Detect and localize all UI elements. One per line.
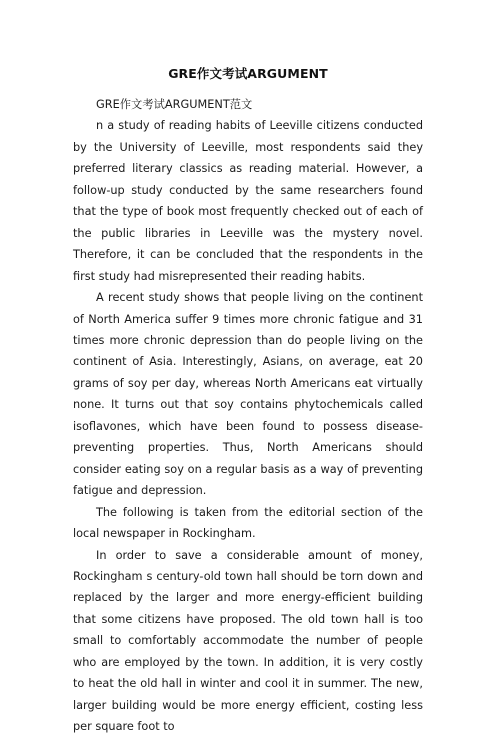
document-title: GRE作文考试ARGUMENT bbox=[168, 66, 328, 81]
paragraph: n a study of reading habits of Leeville citizens conducted by the University of Leeville, most respondents said they preferred literary classics as reading material. However, a follow-up study conducted by the same researchers found that the type of book most frequently checked out of each of the public libraries in Leeville was the mystery novel. Therefore, it can be concluded that the respondents in the first study had misrepresented their reading habits. bbox=[73, 119, 423, 283]
paragraph: The following is taken from the editorial section of the local newspaper in Rockingham. bbox=[73, 505, 423, 541]
paragraph: In order to save a considerable amount of money, Rockingham s century-old town hall should be torn down and replaced by the larger and more energy-efficient building that some citizens have proposed. The old town hall is too small to comfortably accommodate the number of people who are employed by the town. In addition, it is very costly to heat the old hall in winter and cool it in summer. The new, larger building would be more energy efficient, costing less per square foot to bbox=[73, 548, 423, 734]
paragraph: A recent study shows that people living on the continent of North America suffer 9 times more chronic fatigue and 31 times more chronic depression than do people living on the continent of Asia. Interestingly, Asians, on average, eat 20 grams of soy per day, whereas North Americans eat virtually none. It turns out that soy contains phytochemicals called isoflavones, which have been found to possess disease-preventing properties. Thus, North Americans should consider eating soy on a regular basis as a way of preventing fatigue and depression. bbox=[73, 291, 423, 498]
document-subtitle: GRE作文考试ARGUMENT范文 bbox=[96, 98, 253, 111]
document-body bbox=[73, 94, 423, 738]
